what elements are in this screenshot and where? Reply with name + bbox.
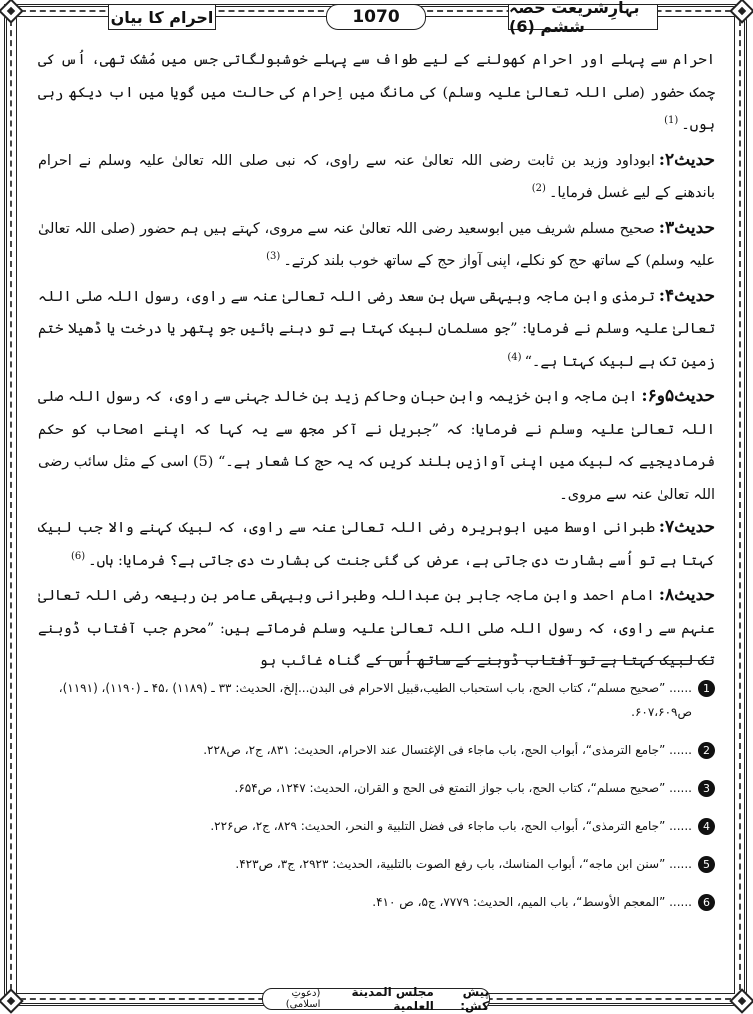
paragraph-text: ترمذی وابن ماجہ وبیہقی سہل بن سعد رضی اللہ تعالیٰ عنہ سے راوی، رسول اللہ صلی اللہ تعالیٰ علیہ وسلم نے فرمایا: ”جو مسلمان لبیک کہتا ہے تو دہنے بائیں جو پتھر یا درخت یا ڈھیلا ختم زمین تک ہے لبیک کہتا ہے۔“ xyxy=(38,288,715,370)
footnote-ref: (1) xyxy=(664,115,679,126)
paragraph xyxy=(38,144,715,212)
footnote-divider xyxy=(376,660,712,661)
footnotes xyxy=(38,676,715,928)
paragraph-text: ابوداود وزید بن ثابت رضی اللہ تعالیٰ عنہ سے راوی، کہ نبی صلی اللہ تعالیٰ علیہ وسلم نے احرام باندھنے کے لیے غسل فرمایا۔ xyxy=(38,152,715,201)
footnote-text: ...... ”المعجم الأوسط“، باب المیم، الحدیث: ۷۷۷۹، ج۵، ص ۴۱۰. xyxy=(372,895,692,909)
footnote-text: ...... ”سنن ابن ماجه“، أبواب المناسك، باب رفع الصوت بالتلبیة، الحدیث: ۲۹۲۳، ج۳، ص۴۲۳. xyxy=(235,857,692,871)
footnote-item xyxy=(38,776,715,800)
footnote-item xyxy=(38,676,715,724)
footnote-number: 1 xyxy=(698,680,715,697)
paragraph xyxy=(38,511,715,579)
paragraph-text: طبرانی اوسط میں ابوہریرہ رضی اللہ تعالیٰ عنہ سے راوی، کہ لبیک کہنے والا جب لبیک کہتا ہے تو اُسے بشارت دی جاتی ہے، عرض کی گئی جنت کی بشارت دی جاتی ہے؟ فرمایا: ہاں۔ xyxy=(38,520,715,569)
footnote-ref: (2) xyxy=(531,183,546,194)
footnote-text: ...... ”صحیح مسلم“، کتاب الحج، باب استحباب الطیب،قبیل الاحرام فی البدن...إلخ، الحدیث: ۳۳ ـ (۱۱۸۹) ،۴۵ ـ (۱۱۹۰)، (۱۱۹۱)، ص۶۰۷،۶۰۹. xyxy=(58,681,692,719)
paragraph xyxy=(38,280,715,381)
paragraph-text: صحیح مسلم شریف میں ابوسعید رضی اللہ تعالیٰ عنہ سے مروی، کہتے ہیں ہم حضور (صلی اللہ تعالیٰ علیہ وسلم) کے ساتھ حج کو نکلے، اپنی آواز حج کے ساتھ خوب بلند کرتے۔ xyxy=(38,220,715,269)
paragraph xyxy=(38,44,715,144)
page-number: 1070 xyxy=(326,4,426,30)
hadith-label: حدیث۵و۶: xyxy=(641,386,715,406)
footnote-ref: (3) xyxy=(266,251,281,262)
footer-prefix: پیش کش: xyxy=(460,985,489,1013)
footnote-item xyxy=(38,814,715,838)
paragraph xyxy=(38,380,715,511)
footnote-number: 6 xyxy=(698,894,715,911)
publisher-footer xyxy=(262,985,490,1013)
paragraph xyxy=(38,579,715,678)
footer-publisher: مجلس المدینة العلمیة xyxy=(351,985,434,1013)
paragraph-text: احرام سے پہلے اور احرام کھولنے کے لیے طواف سے پہلے خوشبولگاتی جس میں مُشک تھی، اُس کی چمک حضور (صلی اللہ تعالیٰ علیہ وسلم) کی مانگ میں اِحرام کی حالت میں گویا میں اب دیکھ رہی ہوں۔ xyxy=(38,52,715,133)
footnote-item xyxy=(38,738,715,762)
footnote-number: 2 xyxy=(698,742,715,759)
footnote-text: ...... ”جامع الترمذی“، أبواب الحج، باب ماجاء فی الإغتسال عند الاحرام، الحدیث: ۸۳۱، ج۲، ص۲۲۸. xyxy=(203,743,692,757)
footnote-ref: (6) xyxy=(70,550,86,562)
paragraph xyxy=(38,212,715,280)
footnote-item xyxy=(38,890,715,914)
footnote-number: 3 xyxy=(698,780,715,797)
footer-note: (دعوتِ اسلامی) xyxy=(285,988,321,1010)
footnote-text: ...... ”جامع الترمذی“، أبواب الحج، باب ماجاء فی فضل التلبیة و النحر، الحدیث: ۸۲۹، ج۲، ص۲۲۶. xyxy=(210,819,692,833)
book-title: بہارِشریعت حصہ ششم (6) xyxy=(508,4,658,30)
footnote-ref: (4) xyxy=(507,351,522,363)
footnote-number: 4 xyxy=(698,818,715,835)
hadith-label: حدیث۸: xyxy=(658,585,715,605)
paragraph-text: امام احمد وابن ماجہ جابر بن عبداللہ وطبرانی وبیہقی عامر بن ربیعہ رضی اللہ تعالیٰ عنہم سے راوی، کہ رسول اللہ صلی اللہ تعالیٰ علیہ وسلم فرماتے ہیں: ”محرم جب آفتاب ڈوبنے تک لبیک کہتا ہے تو آفتاب ڈوبنے کے ساتھ اُس کے گناہ غائب ہو xyxy=(38,588,715,669)
paragraph-text: ابن ماجہ وابن خزیمہ وابن حبان وحاکم زید بن خالد جہنی سے راوی، کہ رسول اللہ صلی اللہ تعالیٰ علیہ وسلم نے فرمایا: کہ ”جبریل نے آکر مجھ سے یہ کہا کہ اپنے اصحاب کو حکم فرمادیجیے کہ لبیک میں اپنی آوازیں بلند کریں کہ یہ حج کا شعار ہے۔“ (5) اسی کے مثل سائب رضی اللہ تعالیٰ عنہ سے مروی۔ xyxy=(38,389,716,503)
main-text xyxy=(38,44,715,678)
chapter-title: احرام کا بیان xyxy=(108,4,216,30)
hadith-label: حدیث۲: xyxy=(658,149,715,170)
footnote-number: 5 xyxy=(698,856,715,873)
hadith-label: حدیث۴: xyxy=(658,285,715,306)
footnote-text: ...... ”صحیح مسلم“، کتاب الحج، باب جواز التمتع فی الحج و القران، الحدیث: ۱۲۴۷، ص۶۵۴. xyxy=(234,781,692,795)
hadith-label: حدیث۳: xyxy=(658,217,715,238)
footnote-item xyxy=(38,852,715,876)
hadith-label: حدیث۷: xyxy=(658,517,715,537)
